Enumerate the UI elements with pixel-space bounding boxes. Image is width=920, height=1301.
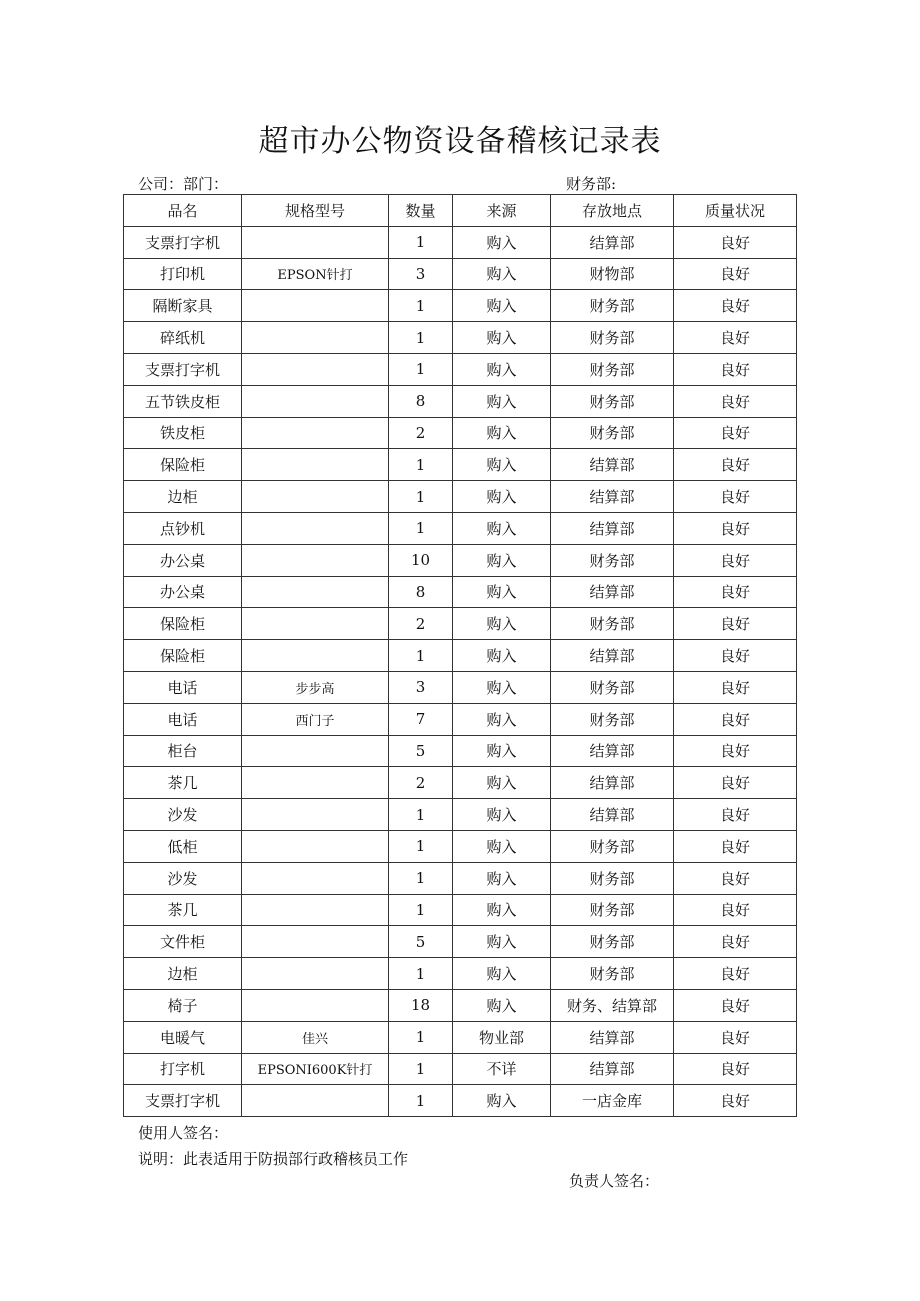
- table-row: [124, 417, 797, 449]
- cell-storage-location: 结算部: [551, 640, 674, 672]
- cell-item-name: 铁皮柜: [124, 417, 242, 449]
- cell-source: 购入: [453, 862, 551, 894]
- cell-storage-location: 结算部: [551, 512, 674, 544]
- company-department-label: 公司：部门：: [138, 175, 229, 193]
- cell-source: 购入: [453, 735, 551, 767]
- cell-quantity: 2: [389, 608, 453, 640]
- cell-quality-status: 良好: [674, 544, 797, 576]
- cell-source: 购入: [453, 767, 551, 799]
- table-row: [124, 512, 797, 544]
- cell-storage-location: 财务部: [551, 703, 674, 735]
- cell-quality-status: 良好: [674, 671, 797, 703]
- cell-quantity: 1: [389, 353, 453, 385]
- cell-source: 购入: [453, 703, 551, 735]
- table-row: [124, 385, 797, 417]
- cell-spec-model: [242, 1085, 389, 1117]
- cell-quantity: 10: [389, 544, 453, 576]
- cell-storage-location: 财务部: [551, 544, 674, 576]
- cell-source: 购入: [453, 926, 551, 958]
- cell-spec-model: [242, 576, 389, 608]
- cell-storage-location: 结算部: [551, 226, 674, 258]
- table-row: [124, 799, 797, 831]
- cell-quantity: 5: [389, 926, 453, 958]
- cell-source: 购入: [453, 989, 551, 1021]
- cell-quality-status: 良好: [674, 926, 797, 958]
- header-row: [124, 195, 797, 227]
- cell-spec-model: 步步高: [242, 671, 389, 703]
- cell-quantity: 1: [389, 290, 453, 322]
- table-row: [124, 449, 797, 481]
- cell-source: 购入: [453, 544, 551, 576]
- cell-source: 购入: [453, 576, 551, 608]
- cell-quantity: 1: [389, 1021, 453, 1053]
- cell-quality-status: 良好: [674, 481, 797, 513]
- cell-item-name: 柜台: [124, 735, 242, 767]
- cell-quantity: 1: [389, 894, 453, 926]
- cell-storage-location: 结算部: [551, 449, 674, 481]
- cell-item-name: 支票打字机: [124, 353, 242, 385]
- cell-source: 购入: [453, 481, 551, 513]
- user-signature-label: 使用人签名：: [138, 1124, 229, 1142]
- cell-item-name: 茶几: [124, 767, 242, 799]
- cell-storage-location: 财物部: [551, 258, 674, 290]
- cell-source: 购入: [453, 226, 551, 258]
- column-header-spec-model: 规格型号: [242, 195, 389, 227]
- table-row: [124, 640, 797, 672]
- cell-spec-model: [242, 894, 389, 926]
- cell-quality-status: 良好: [674, 894, 797, 926]
- cell-spec-model: [242, 830, 389, 862]
- cell-quality-status: 良好: [674, 512, 797, 544]
- cell-quantity: 8: [389, 385, 453, 417]
- cell-quantity: 3: [389, 258, 453, 290]
- cell-source: 购入: [453, 322, 551, 354]
- table-row: [124, 958, 797, 990]
- cell-item-name: 沙发: [124, 862, 242, 894]
- table-row: [124, 1053, 797, 1085]
- table-row: [124, 862, 797, 894]
- cell-source: 购入: [453, 799, 551, 831]
- cell-quality-status: 良好: [674, 1021, 797, 1053]
- table-body: [124, 226, 797, 1116]
- cell-storage-location: 结算部: [551, 799, 674, 831]
- cell-storage-location: 财务部: [551, 926, 674, 958]
- table-header: [124, 195, 797, 227]
- cell-spec-model: [242, 926, 389, 958]
- cell-spec-model: 西门子: [242, 703, 389, 735]
- cell-spec-model: [242, 640, 389, 672]
- table-row: [124, 703, 797, 735]
- cell-source: 购入: [453, 608, 551, 640]
- cell-source: 购入: [453, 353, 551, 385]
- cell-item-name: 电暖气: [124, 1021, 242, 1053]
- cell-storage-location: 财务部: [551, 608, 674, 640]
- cell-source: 购入: [453, 830, 551, 862]
- cell-spec-model: [242, 353, 389, 385]
- cell-item-name: 办公桌: [124, 544, 242, 576]
- cell-item-name: 隔断家具: [124, 290, 242, 322]
- cell-item-name: 打印机: [124, 258, 242, 290]
- cell-spec-model: [242, 481, 389, 513]
- cell-item-name: 五节铁皮柜: [124, 385, 242, 417]
- cell-item-name: 边柜: [124, 481, 242, 513]
- cell-quality-status: 良好: [674, 322, 797, 354]
- cell-storage-location: 财务部: [551, 671, 674, 703]
- cell-quality-status: 良好: [674, 1085, 797, 1117]
- cell-storage-location: 结算部: [551, 576, 674, 608]
- cell-spec-model: [242, 512, 389, 544]
- cell-storage-location: 结算部: [551, 767, 674, 799]
- cell-storage-location: 财务部: [551, 830, 674, 862]
- cell-item-name: 打字机: [124, 1053, 242, 1085]
- column-header-item-name: 品名: [124, 195, 242, 227]
- cell-storage-location: 财务、结算部: [551, 989, 674, 1021]
- cell-quantity: 1: [389, 830, 453, 862]
- cell-source: 购入: [453, 417, 551, 449]
- cell-spec-model: [242, 767, 389, 799]
- cell-quantity: 1: [389, 799, 453, 831]
- cell-spec-model: [242, 862, 389, 894]
- cell-source: 物业部: [453, 1021, 551, 1053]
- table-row: [124, 1085, 797, 1117]
- cell-quantity: 1: [389, 449, 453, 481]
- cell-quality-status: 良好: [674, 989, 797, 1021]
- cell-quality-status: 良好: [674, 385, 797, 417]
- cell-quantity: 1: [389, 958, 453, 990]
- leader-signature-label: 负责人签名：: [569, 1172, 660, 1190]
- cell-source: 购入: [453, 290, 551, 322]
- cell-spec-model: EPSON针打: [242, 258, 389, 290]
- cell-quality-status: 良好: [674, 703, 797, 735]
- cell-quality-status: 良好: [674, 958, 797, 990]
- cell-quantity: 1: [389, 481, 453, 513]
- cell-spec-model: [242, 735, 389, 767]
- cell-item-name: 支票打字机: [124, 1085, 242, 1117]
- cell-storage-location: 财务部: [551, 353, 674, 385]
- table-row: [124, 544, 797, 576]
- cell-quality-status: 良好: [674, 862, 797, 894]
- cell-item-name: 文件柜: [124, 926, 242, 958]
- table-row: [124, 1021, 797, 1053]
- usage-note: 说明：此表适用于防损部行政稽核员工作: [138, 1150, 409, 1168]
- cell-item-name: 保险柜: [124, 449, 242, 481]
- cell-spec-model: [242, 544, 389, 576]
- table-row: [124, 767, 797, 799]
- table-row: [124, 735, 797, 767]
- cell-quantity: 1: [389, 512, 453, 544]
- cell-storage-location: 结算部: [551, 481, 674, 513]
- cell-quality-status: 良好: [674, 417, 797, 449]
- table-row: [124, 989, 797, 1021]
- cell-spec-model: [242, 417, 389, 449]
- cell-item-name: 茶几: [124, 894, 242, 926]
- cell-storage-location: 财务部: [551, 417, 674, 449]
- cell-quantity: 2: [389, 417, 453, 449]
- cell-storage-location: 财务部: [551, 894, 674, 926]
- cell-source: 购入: [453, 958, 551, 990]
- cell-item-name: 边柜: [124, 958, 242, 990]
- table-row: [124, 481, 797, 513]
- cell-source: 购入: [453, 512, 551, 544]
- cell-storage-location: 结算部: [551, 735, 674, 767]
- cell-spec-model: [242, 290, 389, 322]
- cell-item-name: 办公桌: [124, 576, 242, 608]
- cell-spec-model: [242, 385, 389, 417]
- table-row: [124, 830, 797, 862]
- cell-quantity: 18: [389, 989, 453, 1021]
- cell-storage-location: 财务部: [551, 322, 674, 354]
- cell-storage-location: 结算部: [551, 1053, 674, 1085]
- cell-spec-model: [242, 958, 389, 990]
- cell-source: 购入: [453, 449, 551, 481]
- cell-quantity: 1: [389, 322, 453, 354]
- cell-spec-model: [242, 608, 389, 640]
- cell-quantity: 8: [389, 576, 453, 608]
- table-row: [124, 290, 797, 322]
- cell-quality-status: 良好: [674, 830, 797, 862]
- cell-storage-location: 财务部: [551, 862, 674, 894]
- cell-quality-status: 良好: [674, 735, 797, 767]
- cell-quality-status: 良好: [674, 799, 797, 831]
- cell-quality-status: 良好: [674, 258, 797, 290]
- cell-spec-model: [242, 226, 389, 258]
- table-row: [124, 258, 797, 290]
- cell-quality-status: 良好: [674, 1053, 797, 1085]
- cell-quantity: 3: [389, 671, 453, 703]
- table-row: [124, 894, 797, 926]
- cell-item-name: 电话: [124, 671, 242, 703]
- cell-quality-status: 良好: [674, 449, 797, 481]
- cell-item-name: 点钞机: [124, 512, 242, 544]
- cell-spec-model: [242, 449, 389, 481]
- cell-quantity: 1: [389, 1053, 453, 1085]
- cell-quality-status: 良好: [674, 576, 797, 608]
- cell-quality-status: 良好: [674, 640, 797, 672]
- cell-item-name: 椅子: [124, 989, 242, 1021]
- column-header-storage-location: 存放地点: [551, 195, 674, 227]
- table-row: [124, 226, 797, 258]
- cell-source: 购入: [453, 1085, 551, 1117]
- cell-source: 购入: [453, 894, 551, 926]
- document-title: 超市办公物资设备稽核记录表: [258, 124, 662, 159]
- column-header-quantity: 数量: [389, 195, 453, 227]
- cell-item-name: 沙发: [124, 799, 242, 831]
- table-row: [124, 671, 797, 703]
- cell-quantity: 1: [389, 640, 453, 672]
- cell-quantity: 1: [389, 1085, 453, 1117]
- cell-source: 购入: [453, 671, 551, 703]
- table-row: [124, 608, 797, 640]
- cell-storage-location: 财务部: [551, 385, 674, 417]
- column-header-quality-status: 质量状况: [674, 195, 797, 227]
- cell-spec-model: 佳兴: [242, 1021, 389, 1053]
- cell-item-name: 电话: [124, 703, 242, 735]
- cell-source: 购入: [453, 640, 551, 672]
- cell-quality-status: 良好: [674, 290, 797, 322]
- cell-item-name: 低柜: [124, 830, 242, 862]
- cell-item-name: 支票打字机: [124, 226, 242, 258]
- cell-source: 不详: [453, 1053, 551, 1085]
- finance-department-label: 财务部:: [566, 175, 617, 193]
- cell-quantity: 1: [389, 226, 453, 258]
- cell-spec-model: EPSONI600K针打: [242, 1053, 389, 1085]
- cell-quantity: 7: [389, 703, 453, 735]
- cell-quantity: 1: [389, 862, 453, 894]
- cell-quality-status: 良好: [674, 608, 797, 640]
- audit-record-table: [123, 194, 797, 1117]
- cell-storage-location: 财务部: [551, 958, 674, 990]
- table-row: [124, 926, 797, 958]
- cell-spec-model: [242, 989, 389, 1021]
- cell-storage-location: 财务部: [551, 290, 674, 322]
- cell-storage-location: 结算部: [551, 1021, 674, 1053]
- cell-quantity: 2: [389, 767, 453, 799]
- cell-quality-status: 良好: [674, 353, 797, 385]
- cell-quality-status: 良好: [674, 767, 797, 799]
- cell-source: 购入: [453, 385, 551, 417]
- table-row: [124, 353, 797, 385]
- cell-spec-model: [242, 799, 389, 831]
- table-row: [124, 576, 797, 608]
- table-row: [124, 322, 797, 354]
- cell-spec-model: [242, 322, 389, 354]
- cell-item-name: 保险柜: [124, 640, 242, 672]
- cell-source: 购入: [453, 258, 551, 290]
- cell-quantity: 5: [389, 735, 453, 767]
- column-header-source: 来源: [453, 195, 551, 227]
- cell-storage-location: 一店金库: [551, 1085, 674, 1117]
- cell-quality-status: 良好: [674, 226, 797, 258]
- cell-item-name: 保险柜: [124, 608, 242, 640]
- cell-item-name: 碎纸机: [124, 322, 242, 354]
